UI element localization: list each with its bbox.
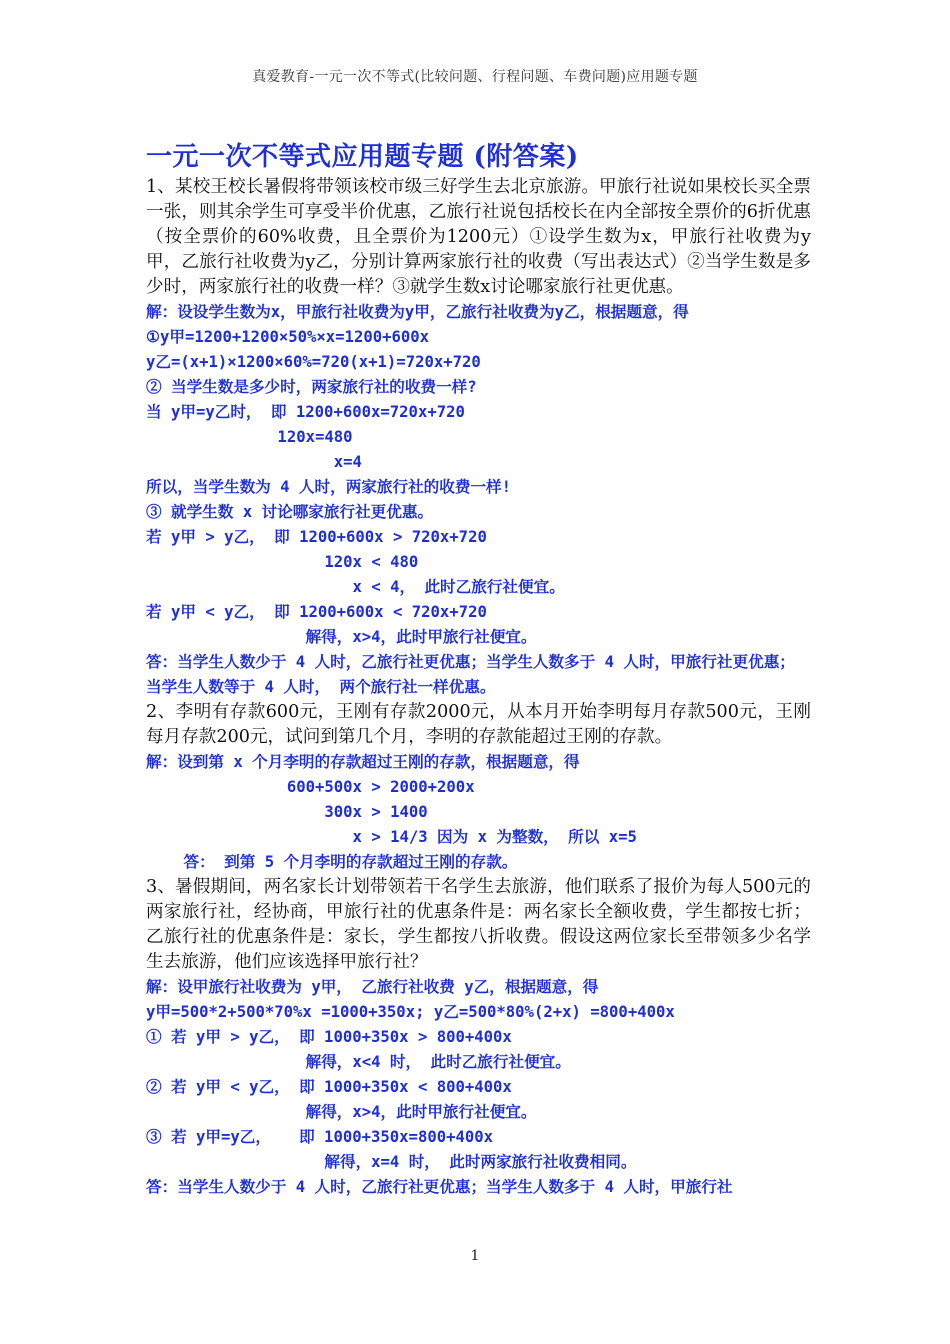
answer-1: 答：当学生人数少于 4 人时，乙旅行社更优惠；当学生人数多于 4 人时，甲旅行社更优惠； 当学生人数等于 4 人时， 两个旅行社一样优惠。 (146, 653, 795, 696)
solution-line: y乙=(x+1)×1200×60%=720(x+1)=720x+720 (146, 353, 481, 371)
solution-line: 解：设甲旅行社收费为 y甲， 乙旅行社收费 y乙，根据题意，得 (146, 978, 599, 996)
solution-line: 解：设设学生数为x，甲旅行社收费为y甲，乙旅行社收费为y乙，根据题意，得 (146, 303, 689, 321)
document-title: 一元一次不等式应用题专题 (附答案) (146, 142, 579, 172)
question-3: 3、暑假期间，两名家长计划带领若干名学生去旅游，他们联系了报价为每人500元的两家旅行社，经协商，甲旅行社的优惠条件是：两名家长全额收费，学生都按七折；乙旅行社的优惠条件是：家长，学生都按八折收费。假设这两位家长至带领多少名学生去旅游，他们应该选择甲旅行社？ (146, 877, 811, 972)
solution-line: ③ 就学生数 x 讨论哪家旅行社更优惠。 (146, 503, 434, 521)
solution-line: 解得，x=4 时， 此时两家旅行社收费相同。 (146, 1153, 637, 1171)
solution-line: 解得，x>4，此时甲旅行社便宜。 (146, 628, 537, 646)
solution-line: 120x < 480 (146, 553, 419, 571)
question-1: 1、某校王校长暑假将带领该校市级三好学生去北京旅游。甲旅行社说如果校长买全票一张，则其余学生可享受半价优惠，乙旅行社说包括校长在内全部按全票价的6折优惠（按全票价的60%收费，且全票价为1200元）①设学生数为x，甲旅行社收费为y甲，乙旅行社收费为y乙，分别计算两家旅行社的收费（写出表达式）②当学生数是多少时，两家旅行社的收费一样？③就学生数x讨论哪家旅行社更优惠。 (146, 177, 811, 297)
solution-2 (146, 750, 811, 875)
solution-line: 所以，当学生数为 4 人时，两家旅行社的收费一样! (146, 478, 512, 496)
solution-line: x=4 (146, 453, 362, 471)
page-header: 真爱教育-一元一次不等式(比较问题、行程问题、车费问题)应用题专题 (252, 69, 698, 85)
solution-line: 当 y甲=y乙时， 即 1200+600x=720x+720 (146, 403, 465, 421)
solution-line: 120x=480 (146, 428, 353, 446)
solution-line: 解得，x<4 时， 此时乙旅行社便宜。 (146, 1053, 571, 1071)
solution-line: ③ 若 y甲=y乙， 即 1000+350x=800+400x (146, 1128, 494, 1146)
solution-line: ① 若 y甲 > y乙， 即 1000+350x > 800+400x (146, 1028, 512, 1046)
page-number: 1 (470, 1248, 480, 1264)
solution-line: 答： 到第 5 个月李明的存款超过王刚的存款。 (146, 853, 518, 871)
solution-line: 答：当学生人数少于 4 人时，乙旅行社更优惠；当学生人数多于 4 人时，甲旅行社 (146, 1178, 733, 1196)
document-body (146, 175, 811, 1200)
solution-line: 若 y甲 > y乙， 即 1200+600x > 720x+720 (146, 528, 487, 546)
solution-1 (146, 300, 811, 700)
solution-line: 若 y甲 < y乙， 即 1200+600x < 720x+720 (146, 603, 487, 621)
solution-line: y甲=500*2+500*70%x =1000+350x; y乙=500*80%(2+x) =800+400x (146, 1003, 675, 1021)
question-2: 2、李明有存款600元，王刚有存款2000元，从本月开始李明每月存款500元，王刚每月存款200元，试问到第几个月，李明的存款能超过王刚的存款。 (146, 702, 811, 747)
solution-line: x < 4， 此时乙旅行社便宜。 (146, 578, 565, 596)
solution-line: 600+500x > 2000+200x (146, 778, 475, 796)
solution-line: ② 当学生数是多少时，两家旅行社的收费一样? (146, 378, 477, 396)
solution-line: ② 若 y甲 < y乙， 即 1000+350x < 800+400x (146, 1078, 512, 1096)
solution-line: 解：设到第 x 个月李明的存款超过王刚的存款，根据题意，得 (146, 753, 580, 771)
solution-line: ①y甲=1200+1200×50%×x=1200+600x (146, 328, 430, 346)
solution-line: x > 14/3 因为 x 为整数， 所以 x=5 (146, 828, 637, 846)
solution-line: 300x > 1400 (146, 803, 428, 821)
solution-3 (146, 975, 811, 1200)
solution-line: 解得，x>4，此时甲旅行社便宜。 (146, 1103, 537, 1121)
